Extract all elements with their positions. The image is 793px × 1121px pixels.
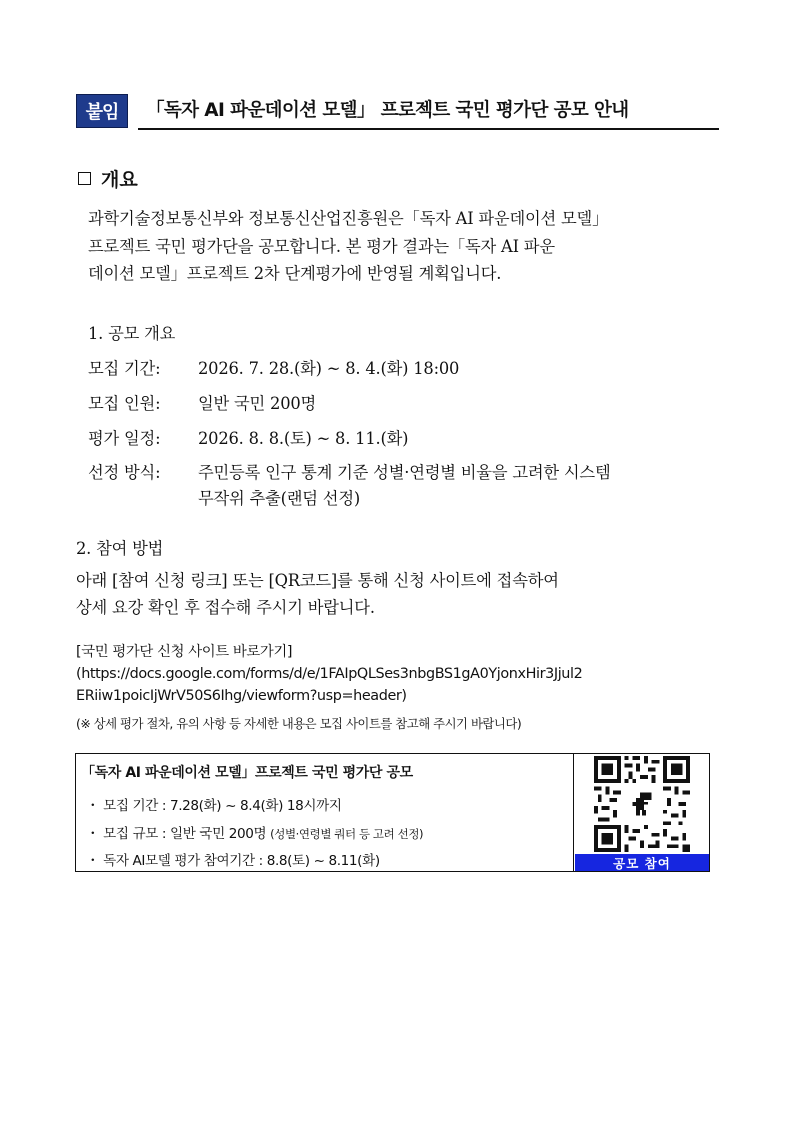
summary-item-scale [86, 822, 423, 842]
summary-title: 「독자 AI 파운데이션 모델」프로젝트 국민 평가단 공모 [81, 765, 413, 781]
summary-item-text: ・ 모집 기간 : 7.28(화) ~ 8.4(화) 18시까지 [86, 798, 342, 814]
summary-item-text: ・ 모집 규모 : 일반 국민 200명 [86, 826, 267, 842]
signup-link-block[interactable] [76, 641, 721, 707]
row-label: 모집 기간: [88, 359, 161, 378]
summary-item-period [86, 794, 342, 814]
overview-line-1: 과학기술정보통신부와 정보통신산업진흥원은「독자 AI 파운데이션 모델」 [88, 209, 609, 228]
overview-line-2: 프로젝트 국민 평가단을 공모합니다. 본 평가 결과는「독자 AI 파운 [88, 237, 555, 256]
section-1-title: 1. 공모 개요 [88, 324, 176, 343]
selection-method-continuation: 무작위 추출(랜덤 선정) [198, 489, 361, 508]
apply-button[interactable]: 공모 참여 [575, 854, 709, 871]
summary-item-note: (성별·연령별 쿼터 등 고려 선정) [270, 827, 424, 841]
signup-link-label[interactable]: [국민 평가단 신청 사이트 바로가기] [76, 644, 293, 660]
document-header [76, 92, 719, 132]
checkbox-icon [78, 172, 91, 185]
notice-text: (※ 상세 평가 절차, 유의 사항 등 자세한 내용은 모집 사이트를 참고해 주시기 바랍니다) [76, 716, 522, 731]
signup-link-url-1[interactable]: (https://docs.google.com/forms/d/e/1FAIpQLSes3nbgBS1gA0YjonxHir3Jjul2 [76, 666, 583, 682]
recruit-period-row [88, 355, 459, 379]
title-underline [138, 128, 719, 130]
row-value: 2026. 7. 28.(화) ~ 8. 4.(화) 18:00 [198, 359, 460, 378]
document-title: 「독자 AI 파운데이션 모델」 프로젝트 국민 평가단 공모 안내 [146, 100, 629, 121]
signup-link-url-2[interactable]: ERiiw1poicIjWrV50S6Ihg/viewform?usp=header) [76, 688, 407, 704]
summary-box [75, 753, 710, 872]
row-value: 일반 국민 200명 [198, 394, 317, 413]
overview-heading [78, 165, 138, 192]
recruit-count-row [88, 390, 316, 414]
qr-panel[interactable] [575, 754, 709, 871]
participation-line-1: 아래 [참여 신청 링크] 또는 [QR코드]를 통해 신청 사이트에 접속하여 [76, 571, 559, 590]
row-label: 평가 일정: [88, 429, 161, 448]
attachment-badge: 붙임 [76, 94, 128, 128]
row-label: 선정 방식: [88, 463, 161, 482]
overview-line-3: 데이션 모델」프로젝트 2차 단계평가에 반영될 계획입니다. [88, 264, 502, 283]
participation-line-2: 상세 요강 확인 후 접수해 주시기 바랍니다. [76, 598, 375, 617]
section-2-title: 2. 참여 방법 [76, 539, 164, 558]
selection-method-row [88, 459, 610, 483]
row-value: 2026. 8. 8.(토) ~ 8. 11.(화) [198, 429, 409, 448]
evaluation-schedule-row [88, 425, 408, 449]
row-value: 주민등록 인구 통계 기준 성별·연령별 비율을 고려한 시스템 [198, 463, 611, 482]
summary-divider [573, 754, 574, 871]
overview-heading-label: 개요 [101, 169, 138, 191]
summary-item-eval-period [86, 849, 380, 869]
qr-code[interactable] [594, 756, 690, 852]
row-label: 모집 인원: [88, 394, 161, 413]
summary-item-text: ・ 독자 AI모델 평가 참여기간 : 8.8(토) ~ 8.11(화) [86, 853, 380, 869]
